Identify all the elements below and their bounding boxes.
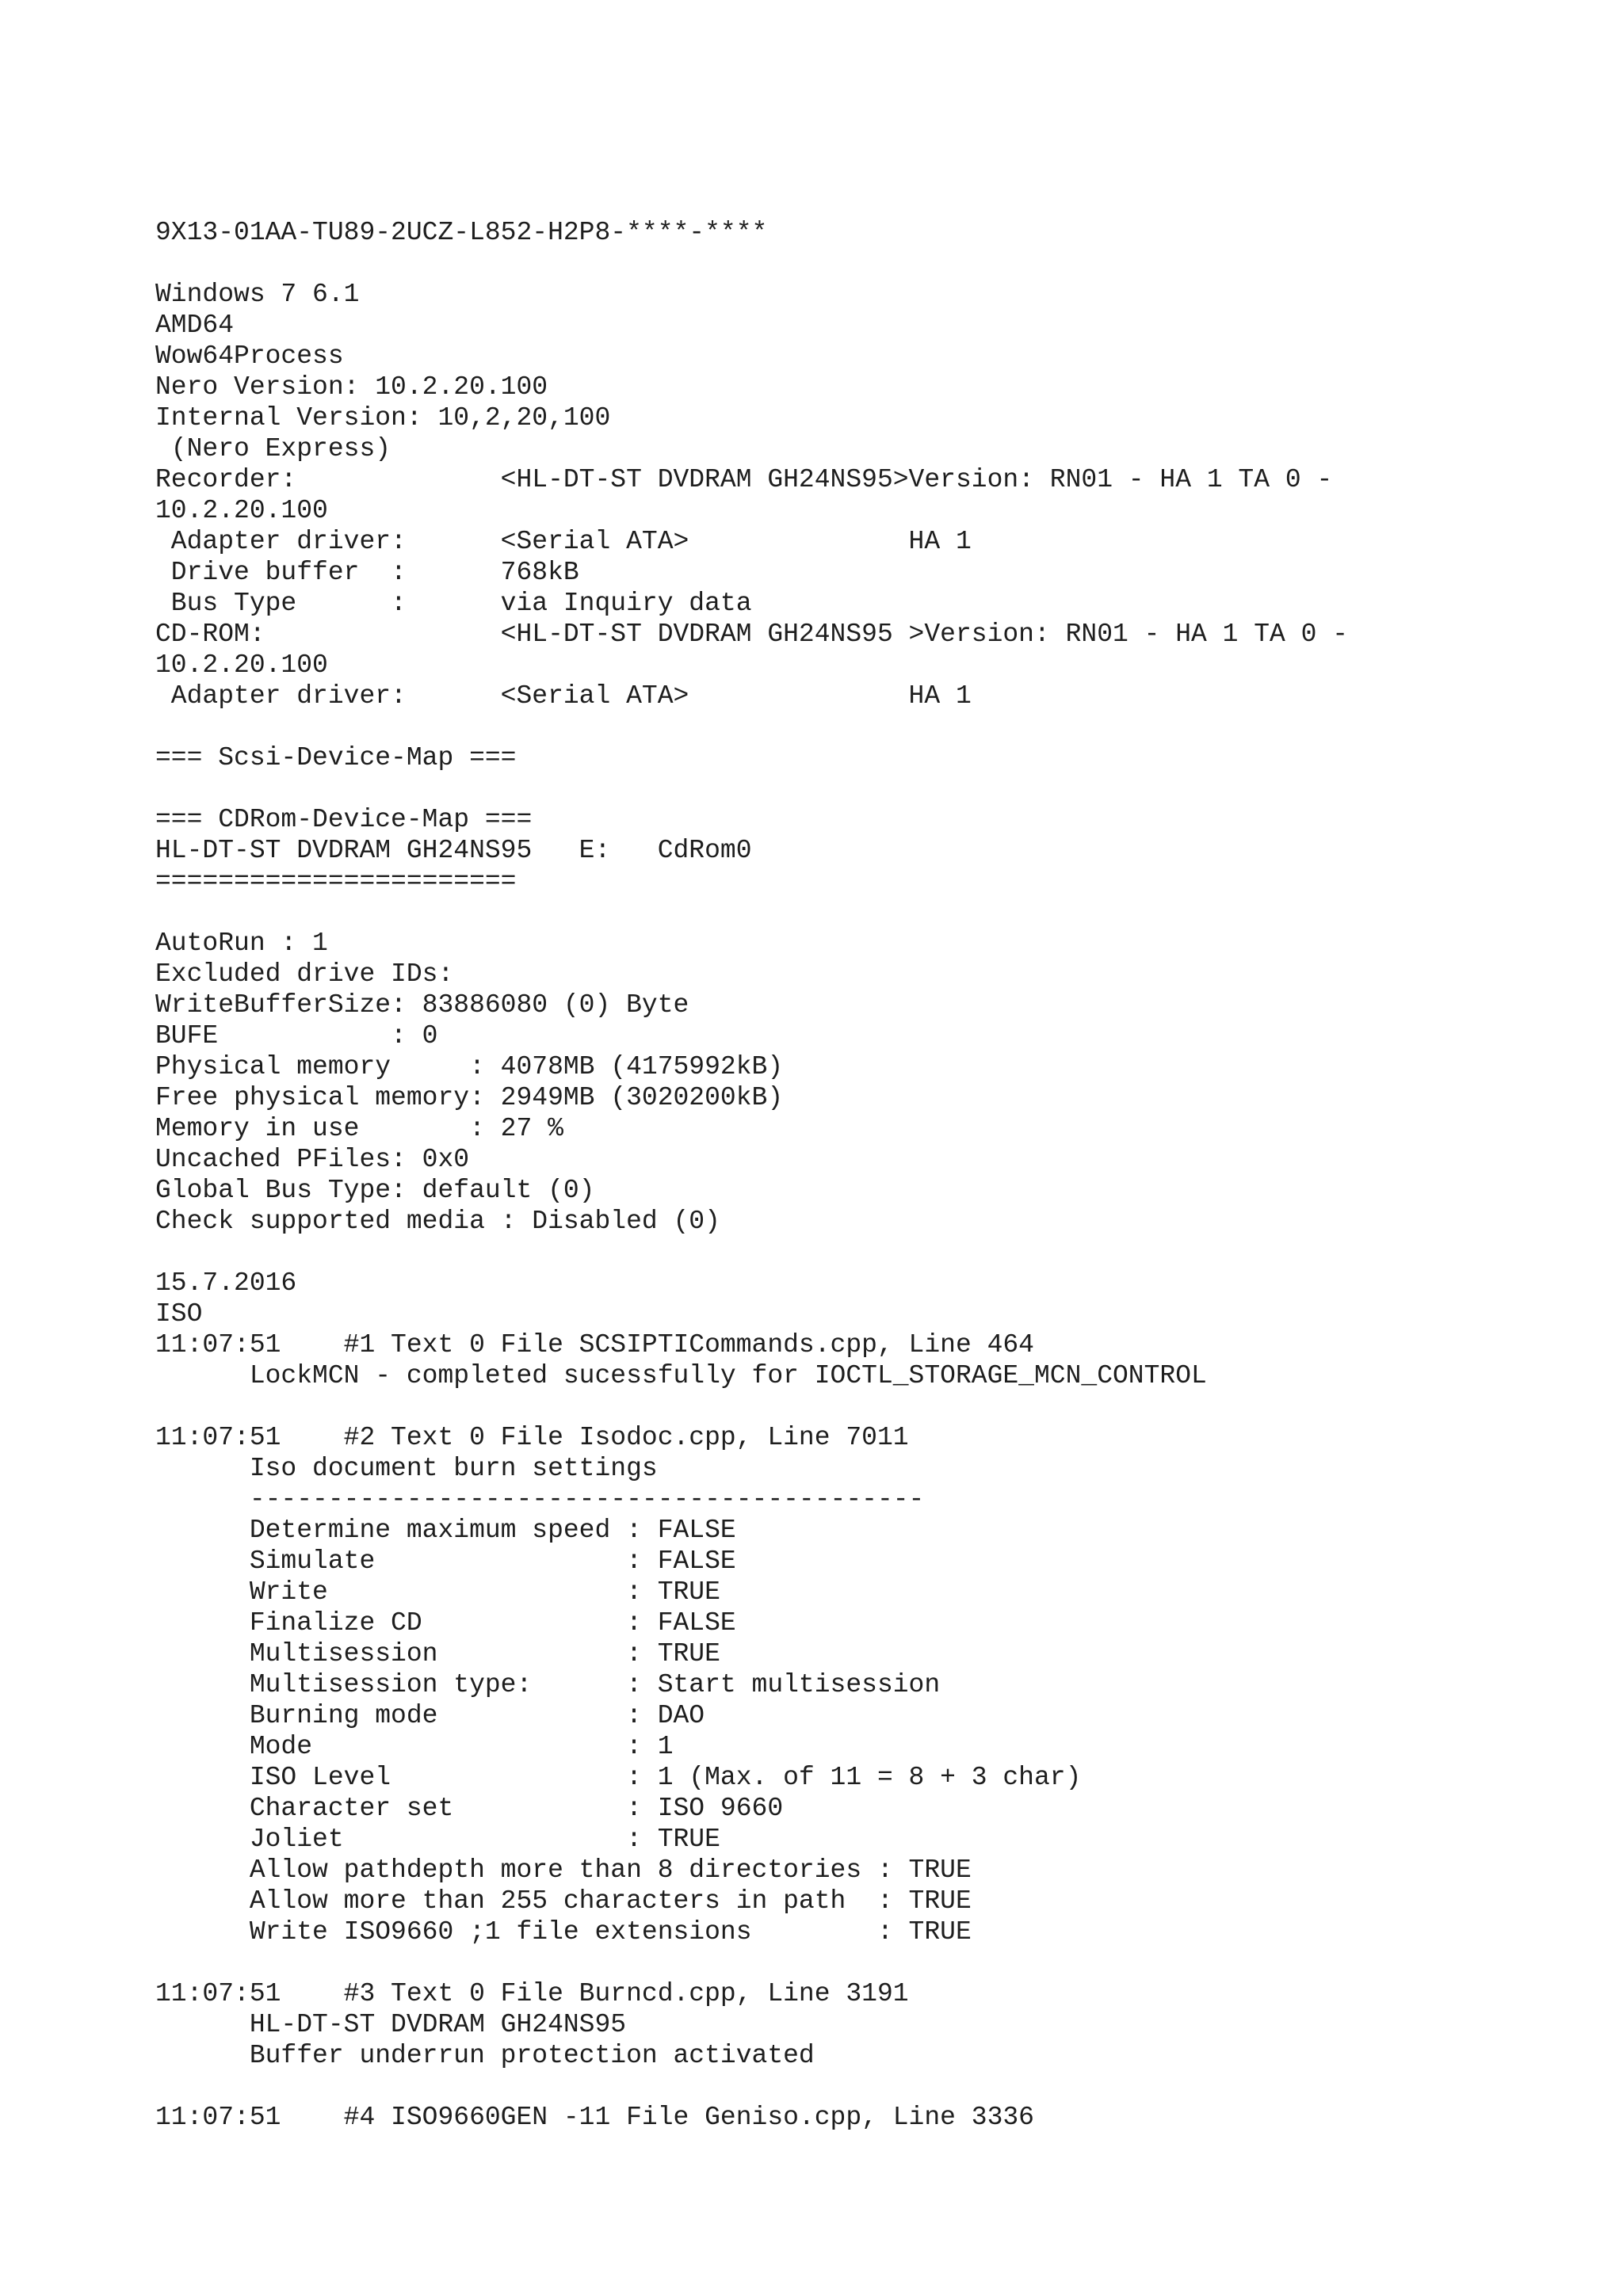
log-line: Burning mode : DAO: [155, 1701, 705, 1730]
log-line: Buffer underrun protection activated: [155, 2041, 815, 2070]
log-line: Allow more than 255 characters in path : TRUE: [155, 1886, 972, 1916]
log-line: 10.2.20.100: [155, 496, 328, 525]
log-line: 15.7.2016: [155, 1268, 297, 1298]
log-line: Joliet : TRUE: [155, 1825, 720, 1854]
log-line: Mode : 1: [155, 1732, 674, 1761]
log-line: AMD64: [155, 311, 235, 340]
log-line: Global Bus Type: default (0): [155, 1176, 595, 1205]
log-line: Drive buffer : 768kB: [155, 558, 579, 587]
log-line: AutoRun : 1: [155, 929, 328, 958]
log-line: Free physical memory: 2949MB (3020200kB): [155, 1083, 784, 1112]
log-line: Write : TRUE: [155, 1577, 720, 1607]
log-line: Excluded drive IDs:: [155, 959, 454, 989]
log-line: Wow64Process: [155, 341, 344, 371]
log-line: Nero Version: 10.2.20.100: [155, 372, 548, 402]
log-line: Uncached PFiles: 0x0: [155, 1145, 470, 1174]
log-line: Multisession : TRUE: [155, 1639, 720, 1669]
log-line: Physical memory : 4078MB (4175992kB): [155, 1052, 784, 1081]
log-line: -------------------------------------------: [155, 1485, 925, 1514]
log-line: HL-DT-ST DVDRAM GH24NS95: [155, 2010, 627, 2039]
log-line: Multisession type: : Start multisession: [155, 1670, 941, 1699]
log-line: =======================: [155, 867, 517, 896]
log-line: LockMCN - completed sucessfully for IOCTL_STORAGE_MCN_CONTROL: [155, 1361, 1207, 1390]
log-line: 11:07:51 #1 Text 0 File SCSIPTICommands.cpp, Line 464: [155, 1330, 1034, 1360]
log-line: Windows 7 6.1: [155, 280, 360, 309]
log-line: 10.2.20.100: [155, 650, 328, 680]
log-line: 11:07:51 #4 ISO9660GEN -11 File Geniso.cpp, Line 3336: [155, 2103, 1034, 2132]
log-line: Recorder: <HL-DT-ST DVDRAM GH24NS95>Version: RN01 - HA 1 TA 0 -: [155, 465, 1333, 494]
log-line: ISO: [155, 1299, 203, 1329]
log-line: CD-ROM: <HL-DT-ST DVDRAM GH24NS95 >Version: RN01 - HA 1 TA 0 -: [155, 620, 1349, 649]
log-line: Character set : ISO 9660: [155, 1794, 784, 1823]
log-line: Iso document burn settings: [155, 1454, 658, 1483]
log-line: ISO Level : 1 (Max. of 11 = 8 + 3 char): [155, 1763, 1082, 1792]
log-line: Adapter driver: <Serial ATA> HA 1: [155, 681, 972, 711]
log-page: [155, 217, 1598, 2133]
log-line: Memory in use : 27 %: [155, 1114, 563, 1143]
log-line: Internal Version: 10,2,20,100: [155, 403, 611, 433]
log-line: Adapter driver: <Serial ATA> HA 1: [155, 527, 972, 556]
log-line: Bus Type : via Inquiry data: [155, 589, 752, 618]
log-line: 11:07:51 #3 Text 0 File Burncd.cpp, Line 3191: [155, 1979, 909, 2008]
log-line: HL-DT-ST DVDRAM GH24NS95 E: CdRom0: [155, 836, 752, 865]
log-line: Finalize CD : FALSE: [155, 1608, 736, 1638]
log-line: BUFE : 0: [155, 1021, 438, 1051]
log-line: (Nero Express): [155, 434, 391, 463]
log-line: Write ISO9660 ;1 file extensions : TRUE: [155, 1917, 972, 1947]
log-line: Determine maximum speed : FALSE: [155, 1516, 736, 1545]
log-line: Check supported media : Disabled (0): [155, 1207, 720, 1236]
log-line: Allow pathdepth more than 8 directories : TRUE: [155, 1855, 972, 1885]
log-line: === CDRom-Device-Map ===: [155, 805, 533, 834]
log-line: 9X13-01AA-TU89-2UCZ-L852-H2P8-****-****: [155, 218, 768, 247]
log-line: WriteBufferSize: 83886080 (0) Byte: [155, 990, 689, 1020]
nero-burn-log: [155, 217, 1598, 2133]
log-line: === Scsi-Device-Map ===: [155, 743, 517, 772]
log-line: Simulate : FALSE: [155, 1547, 736, 1576]
log-line: 11:07:51 #2 Text 0 File Isodoc.cpp, Line 7011: [155, 1423, 909, 1452]
